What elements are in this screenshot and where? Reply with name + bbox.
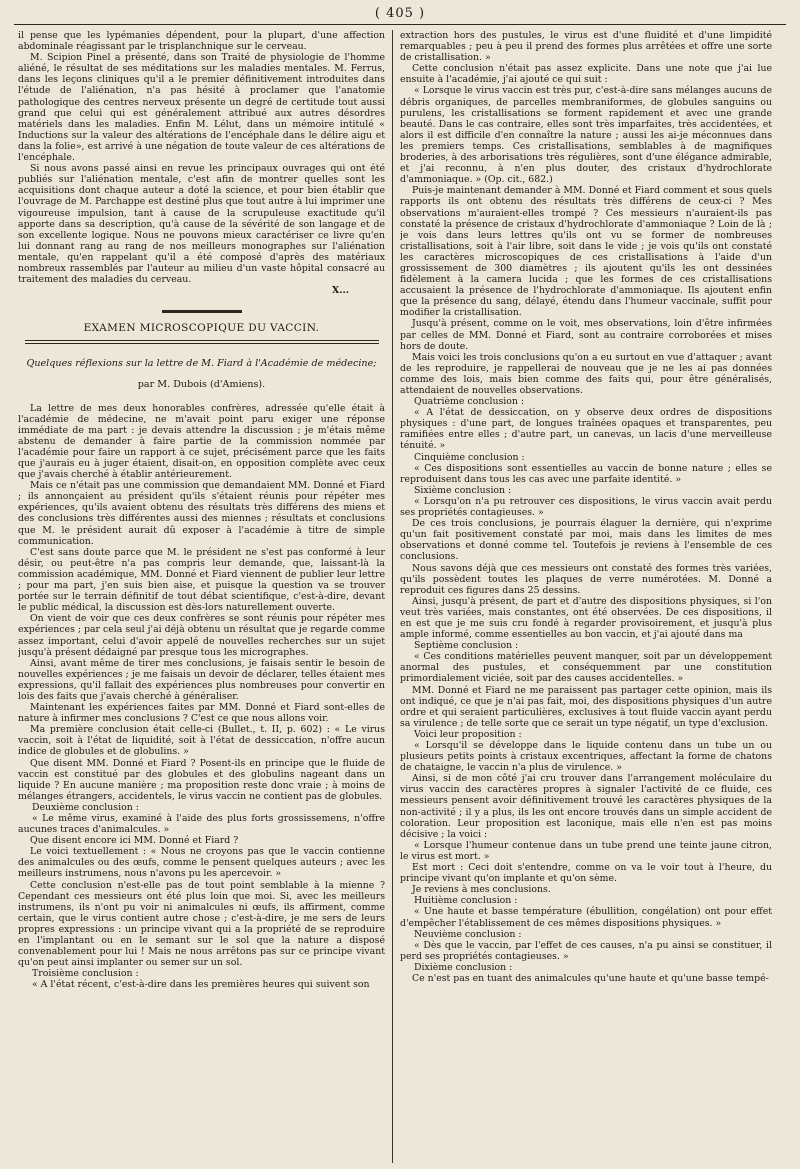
quoted-conclusion: « Lorsqu'on n'a pu retrouver ces dispositions, le virus vaccin avait perdu ses propriétés contagieuses. »: [400, 495, 772, 519]
article-subtitle: Quelques réflexions sur la lettre de M. Fiard à l'Académie de médecine;: [26, 358, 377, 370]
section-separator: [162, 310, 242, 313]
paragraph: Maintenant les expériences faites par MM. Donné et Fiard sont-elles de nature à infirmer mes conclusions ? C'est ce que nous allons voir.: [18, 702, 385, 725]
paragraph: Ainsi, jusqu'à présent, de part et d'autre des dispositions physiques, si l'on veut très variées, mais constantes, ont été observées. De ces dispositions, il en est que je me suis cru fondé à regarder provisoirement, et jusqu'à plus ample informé, comme essentielles au bon vaccin, et j'ai ajouté dans ma: [400, 595, 772, 641]
paragraph: Ainsi, si de mon côté j'ai cru trouver dans l'arrangement moléculaire du virus vaccin des caractères propres à signaler l'activité de ce fluide, ces messieurs pensent avoir définitivement trouvé les caractères physiques de la non-activité ; il y a plus, ils les ont encore trouvés dans un simple accident de coloration. Leur proposition est laconique, mais elle n'en est pas moins décisive ; la voici :: [400, 773, 772, 840]
paragraph: On vient de voir que ces deux confrères se sont réunis pour répéter mes expériences ; par cela seul j'ai déjà obtenu un résultat que je regarde comme assez important, celui d'avoir appelé de nouvelles recherches sur un sujet jusqu'à présent dédaigné par presque tous les micrographes.: [18, 613, 385, 658]
title-rule: [25, 343, 379, 344]
paragraph: La lettre de mes deux honorables confrères, adressée qu'elle était à l'académie de médecine, ne m'avait point paru exiger une réponse immédiate de ma part : je devais attendre la discussion ; je m'étais même abstenu de demander à faire partie de la commission nommée par l'académie pour faire un rapport à ce sujet, précisément parce que les faits que j'aurais eu à juger étaient, disait-on, en opposition complète avec ceux que j'avais cherché à établir antérieurement.: [18, 402, 385, 481]
page-number: ( 405 ): [374, 6, 426, 21]
article-title: EXAMEN MICROSCOPIQUE DU VACCIN.: [83, 322, 320, 335]
quoted-conclusion: « A l'état de dessiccation, on y observe deux ordres de dispositions physiques : d'une part, de longues traînées opaques et transparentes, peu ramifiées entre elles ; d'autre part, un canevas, un lacis d'une merveilleuse ténuité. »: [400, 407, 772, 452]
quoted-note: « Lorsque le virus vaccin est très pur, c'est-à-dire sans mélanges aucuns de débris organiques, de parcelles membraniformes, de globules sanguins ou purulens, les cristallisations se forment rapidement et avec une grande beauté. Dans le cas contraire, elles sont très imparfaites, très accidentées, et alors il est difficile d'en connaître la nature ; aussi les ai-je méconnues dans les premiers temps. Ces cristallisations, semblables à de magnifiques broderies, à des arborisations très régulières, sont d'une élégance admirable, et j'ai reconnu, à n'en plus douter, des cristaux d'hydrochlorate d'ammoniaque. » (Op. cit., 682.): [400, 85, 772, 186]
paragraph: Mais ce n'était pas une commission que demandaient MM. Donné et Fiard ; ils annonçaient au président qu'ils s'étaient réunis pour répéter mes expériences, qu'ils avaient obtenu des résultats très différens des miens et des conclusions très différentes aussi des miennes ; résultats et conclusions que M. le président aurait dû exposer à l'académie à titre de simple communication.: [18, 480, 385, 547]
paragraph: extraction hors des pustules, le virus est d'une fluidité et d'une limpidité remarquables ; peu à peu il prend des formes plus arrêtées et offre une sorte de cristallisation. »: [400, 30, 772, 64]
paragraph: Je reviens à mes conclusions.: [412, 884, 551, 896]
quoted-conclusion: « A l'état récent, c'est-à-dire dans les premières heures qui suivent son: [32, 979, 370, 991]
quoted-proposition: « Lorsqu'il se développe dans le liquide contenu dans un tube un ou plusieurs petits points à cristaux excentriques, affectant la forme de chatons de chataigne, le vaccin n'a plus de virulence. »: [400, 740, 772, 774]
conclusion-heading: Huitième conclusion :: [414, 895, 518, 907]
paragraph: Cette conclusion n'est-elle pas de tout point semblable à la mienne ? Cependant ces messieurs ont été plus loin que moi. Si, avec les meilleurs instrumens, ils n'ont pu voir ni animalcules ni œufs, ils affirment, comme certain, que le virus contient autre chose ; c'est-à-dire, je me sers de leurs propres expressions : un principe vivant qui a la propriété de se reproduire en l'implantant ou en le semant sur le sol que la nature a disposé convenablement pour lui ! Mais ne nous arrêtons pas sur ce principe vivant qu'on peut ainsi implanter ou semer sur un sol.: [18, 879, 385, 969]
column-divider: [392, 30, 393, 1163]
conclusion-heading: Deuxième conclusion :: [32, 801, 139, 813]
quoted-conclusion: « Ces dispositions sont essentielles au vaccin de bonne nature ; elles se reproduisent dans tous les cas avec une parfaite identité. »: [400, 462, 772, 485]
quoted-conclusion: « Dès que le vaccin, par l'effet de ces causes, n'a pu ainsi se constituer, il perd ses propriétés contagieuses. »: [400, 939, 772, 962]
paragraph: Puis-je maintenant demander à MM. Donné et Fiard comment et sous quels rapports ils ont obtenu des résultats très différens de ceux-ci ? Mes observations m'auraient-elles trompé ? Ces messieurs n'auraient-ils pas constaté la présence de cristaux d'hydrochlorate d'ammoniaque ? Loin de là ; je vois dans leurs lettres qu'ils ont vu se former de nombreuses cristallisations, soit à l'air libre, soit dans le vide ; je vois qu'ils ont constaté les caractères microscopiques de ces cristallisations à l'aide d'un grossissement de 300 diamètres ; ils ajoutent qu'ils les ont dessinées fidèlement à la camera lucida ; que les formes de ces cristallisations accusaient la présence de l'hydrochlorate d'ammoniaque. Ils ajoutent enfin que la présence du sang, délayé, étendu dans l'humeur vaccinale, suffit pour modifier la cristallisation.: [400, 185, 772, 319]
paragraph: Est mort : Ceci doit s'entendre, comme on va le voir tout à l'heure, du principe vivant qu'on implante et qu'on sème.: [400, 862, 772, 885]
quoted-conclusion: « Le même virus, examiné à l'aide des plus forts grossissemens, n'offre aucunes traces d'animalcules. »: [18, 813, 385, 836]
left-column: [18, 30, 385, 1165]
conclusion-heading: Troisième conclusion :: [32, 968, 139, 980]
conclusion-heading: Septième conclusion :: [414, 640, 519, 652]
conclusion-heading: Sixième conclusion :: [414, 484, 512, 496]
paragraph: Nous savons déjà que ces messieurs ont constaté des formes très variées, qu'ils possèdent toutes les plaques de verre numérotées. M. Donné a reproduit ces figures dans 25 dessins.: [400, 562, 772, 596]
header-rule: [14, 24, 786, 25]
paragraph: Ma première conclusion était celle-ci (Bullet., t. II, p. 602) : « Le virus vaccin, soit à l'état de liquidité, soit à l'état de dessiccation, n'offre aucun indice de globules et de globulins. »: [18, 724, 385, 758]
quoted-conclusion: « Ces conditions matérielles peuvent manquer, soit par un développement anormal des pustules, et conséquemment par une constitution primordialement viciée, soit par des causes accidentelles. »: [400, 651, 772, 685]
proposition-heading: Voici leur proposition :: [414, 728, 522, 740]
conclusion-heading: Neuvième conclusion :: [414, 928, 522, 940]
paragraph: Jusqu'à présent, comme on le voit, mes observations, loin d'être infirmées par celles de MM. Donné et Fiard, sont au contraire corroborées et mises hors de doute.: [400, 318, 772, 352]
paragraph: Si nous avons passé ainsi en revue les principaux ouvrages qui ont été publiés sur l'aliénation mentale, c'est afin de montrer quelles sont les acquisitions dont chaque auteur a doté la science, et pour bien établir que l'ouvrage de M. Parchappe est destiné plus que tout autre à lui imprimer une vigoureuse impulsion, tant à cause de la scrupuleuse exactitude qu'il apporte dans sa description, qu'à cause de la sévérité de son langage et de son excellente logique. Nous ne pouvons mieux caractériser ce livre qu'en lui donnant rang au rang de nos meilleurs monographes sur l'aliénation mentale, qu'en rappelant qu'il a été composé d'après des matériaux nombreux rassemblés par l'auteur au milieu d'un vaste hôpital consacré au traitement des maladies du cerveau.: [18, 163, 385, 286]
paragraph: M. Scipion Pinel a présenté, dans son Traité de physiologie de l'homme aliéné, le résultat de ses méditations sur les maladies mentales. M. Ferrus, dans les leçons cliniques qu'il a le premier définitivement introduites dans l'étude de l'aliénation, n'a pas hésité à proclamer que l'anatomie pathologique des centres nerveux présente un degré de certitude tout aussi grand que celui qui est généralement attribué aux autres désordres matériels dans les maladies. Enfin M. Lélut, dans un mémoire intitulé « Inductions sur la valeur des altérations de l'encéphale dans le délire aigu et dans la folie», est arrivé à une négation de toute valeur de ces altérations de l'encéphale.: [18, 52, 385, 164]
paragraph: Mais voici les trois conclusions qu'on a eu surtout en vue d'attaquer ; avant de les reproduire, je rappellerai de nouveau que je ne les ai pas données comme des lois, mais bien comme des faits qui, pour être généralisés, attendaient de nouvelles observations.: [400, 351, 772, 396]
paragraph: Que disent MM. Donné et Fiard ? Posent-ils en principe que le fluide de vaccin est constitué par des globules et des globulins nageant dans un liquide ? En aucune manière ; ma proposition reste donc vraie ; à moins de mélanges étrangers, accidentels, le virus vaccin ne contient pas de globules.: [18, 757, 385, 802]
paragraph: Ainsi, avant même de tirer mes conclusions, je faisais sentir le besoin de nouvelles expériences ; je me faisais un devoir de déclarer, telles étaient mes expressions, qu'il fallait des expériences plus nombreuses pour convertir en lois des faits que j'avais cherché à généraliser.: [18, 657, 385, 702]
quoted-proposition: « Lorsque l'humeur contenue dans un tube prend une teinte jaune citron, le virus est mort. »: [400, 839, 772, 862]
paragraph: Ce n'est pas en tuant des animalcules qu'une haute et qu'une basse tempé-: [412, 972, 769, 984]
quoted-conclusion: « Une haute et basse température (ébullition, congélation) ont pour effet d'empêcher l'établissement de ces mêmes dispositions physiques. »: [400, 906, 772, 929]
paragraph: il pense que les lypémanies dépendent, pour la plupart, d'une affection abdominale réagissant par le trisplanchnique sur le cerveau.: [18, 30, 385, 53]
conclusion-heading: Dixième conclusion :: [414, 961, 513, 973]
paragraph: MM. Donné et Fiard ne me paraissent pas partager cette opinion, mais ils ont indiqué, ce que je n'ai pas fait, moi, des dispositions physiques d'un autre ordre et qui seraient particulières, exclusives à tout fluide vaccin ayant perdu sa virulence ; de telle sorte que ce serait un type négatif, un type d'exclusion.: [400, 684, 772, 729]
article-author: par M. Dubois (d'Amiens).: [137, 379, 266, 391]
conclusion-heading: Cinquième conclusion :: [414, 451, 525, 463]
paragraph: Le voici textuellement : « Nous ne croyons pas que le vaccin contienne des animalcules ou des œufs, comme le pensent quelques auteurs ; avec les meilleurs instrumens, nous n'avons pu les apercevoir. »: [18, 846, 385, 880]
paragraph: C'est sans doute parce que M. le président ne s'est pas conformé à leur désir, ou peut-être n'a pas compris leur demande, que, laissant-là la commission académique, MM. Donné et Fiard viennent de publier leur lettre ; pour ma part, j'en suis bien aise, et puisque la question va se trouver portée sur le terrain définitif de tout débat scientifique, c'est-à-dire, devant le public médical, la discussion est dès-lors naturellement ouverte.: [18, 546, 385, 614]
right-column: [400, 30, 772, 1165]
title-rule: [25, 340, 379, 341]
paragraph: Que disent encore ici MM. Donné et Fiard ?: [30, 835, 239, 847]
paragraph: De ces trois conclusions, je pourrais élaguer la dernière, qui n'exprime qu'un fait positivement constaté par moi, mais dans les limites de mes observations et donné comme tel. Toutefois je reviens à l'ensemble de ces conclusions.: [400, 518, 772, 563]
signature: X...: [331, 285, 349, 297]
conclusion-heading: Quatrième conclusion :: [414, 396, 525, 408]
paragraph: Cette conclusion n'était pas assez explicite. Dans une note que j'ai lue ensuite à l'académie, j'ai ajouté ce qui suit :: [400, 63, 772, 86]
